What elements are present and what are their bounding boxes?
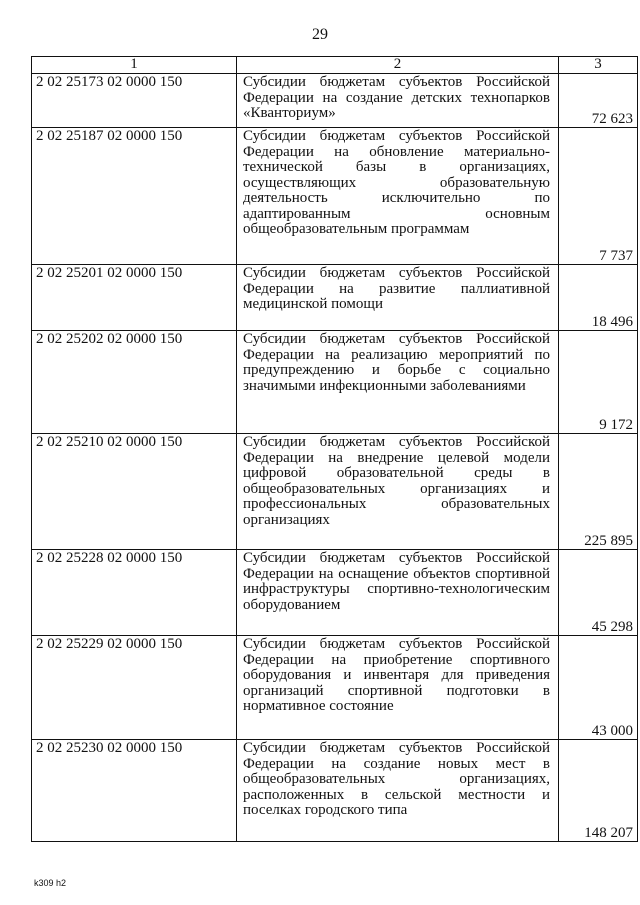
row-amount: 9 172 [559,331,638,434]
row-code: 2 02 25228 02 0000 150 [32,550,237,636]
table-row [32,550,638,636]
header-col-description: 2 [237,57,559,74]
row-description: Субсидии бюджетам субъектов Российской Федерации на создание детских технопарков «Кванториум» [237,74,559,128]
row-code: 2 02 25229 02 0000 150 [32,636,237,740]
budget-table [31,56,638,842]
row-code: 2 02 25230 02 0000 150 [32,740,237,842]
row-amount: 225 895 [559,434,638,550]
row-code: 2 02 25202 02 0000 150 [32,331,237,434]
row-amount: 45 298 [559,550,638,636]
header-row [32,57,638,74]
row-description: Субсидии бюджетам субъектов Российской Федерации на обновление материально-технической базы в организациях, осуществляющих образовательную деятельность исключительно по адаптированным основным общеобразовательным программам [237,128,559,265]
row-description: Субсидии бюджетам субъектов Российской Федерации на внедрение целевой модели цифровой образовательной среды в общеобразовательных организациях и профессиональных образовательных организациях [237,434,559,550]
row-amount: 7 737 [559,128,638,265]
row-description: Субсидии бюджетам субъектов Российской Федерации на реализацию мероприятий по предупреждению и борьбе с социально значимыми инфекционными заболеваниями [237,331,559,434]
table-row [32,636,638,740]
table-row [32,434,638,550]
footer-code: k309 h2 [34,878,67,888]
page-number: 29 [312,26,328,43]
row-amount: 148 207 [559,740,638,842]
table-row [32,74,638,128]
row-description: Субсидии бюджетам субъектов Российской Федерации на создание новых мест в общеобразовательных организациях, расположенных в сельской местности и поселках городского типа [237,740,559,842]
row-description: Субсидии бюджетам субъектов Российской Федерации на приобретение спортивного оборудования и инвентаря для приведения организаций спортивной подготовки в нормативное состояние [237,636,559,740]
row-amount: 72 623 [559,74,638,128]
table-row [32,740,638,842]
table-row [32,265,638,331]
header-col-code: 1 [32,57,237,74]
row-amount: 18 496 [559,265,638,331]
row-code: 2 02 25187 02 0000 150 [32,128,237,265]
row-code: 2 02 25201 02 0000 150 [32,265,237,331]
row-description: Субсидии бюджетам субъектов Российской Федерации на развитие паллиативной медицинской помощи [237,265,559,331]
table-row [32,128,638,265]
row-code: 2 02 25173 02 0000 150 [32,74,237,128]
row-description: Субсидии бюджетам субъектов Российской Федерации на оснащение объектов спортивной инфраструктуры спортивно-технологическим оборудованием [237,550,559,636]
header-col-amount: 3 [559,57,638,74]
table-row [32,331,638,434]
row-amount: 43 000 [559,636,638,740]
row-code: 2 02 25210 02 0000 150 [32,434,237,550]
